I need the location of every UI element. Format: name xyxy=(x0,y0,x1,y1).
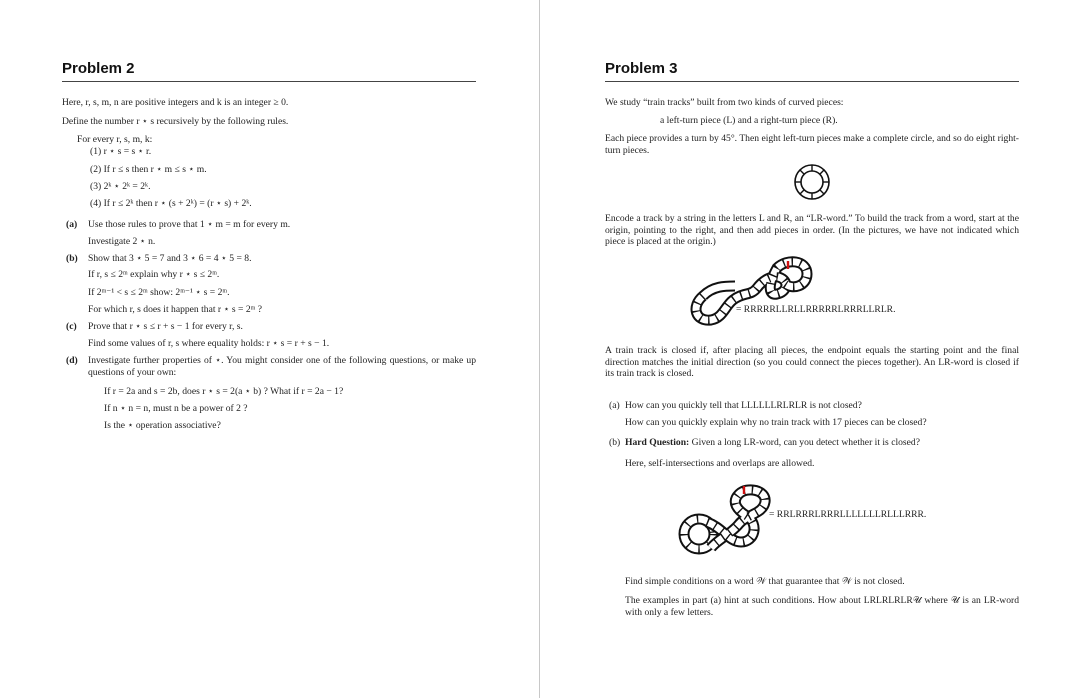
part-c-label: (c) xyxy=(66,321,77,332)
page-gutter xyxy=(539,0,540,698)
part-b-line xyxy=(625,437,920,449)
rule-4: (4) If r ≤ 2ᵏ then r ⋆ (s + 2ᵏ) = (r ⋆ s) + 2ᵏ. xyxy=(90,198,252,209)
intro-text: Here, r, s, m, n are positive integers and k is an integer ≥ 0. xyxy=(62,97,289,108)
part-c-text: Prove that r ⋆ s ≤ r + s − 1 for every r, s. xyxy=(88,321,243,332)
intro-text: We study “train tracks” built from two kinds of curved pieces: xyxy=(605,97,844,108)
problem-3-title: Problem 3 xyxy=(605,60,678,77)
rule-3: (3) 2ᵏ ⋆ 2ᵏ = 2ᵏ. xyxy=(90,181,151,192)
part-b-label: (b) xyxy=(66,253,78,264)
part-d-label: (d) xyxy=(66,355,78,366)
pieces-text: a left-turn piece (L) and a right-turn piece (R). xyxy=(660,115,838,126)
part-a-text: How can you quickly tell that LLLLLLRLRLR is not closed? xyxy=(625,400,862,411)
conditions-text: Find simple conditions on a word 𝒲 that guarantee that 𝒲 is not closed. xyxy=(625,576,905,587)
turn-text: Each piece provides a turn by 45°. Then eight left-turn pieces make a complete circle, and so do eight right-turn pieces. xyxy=(605,133,1019,156)
circle-track-figure xyxy=(792,162,832,202)
part-c-sub-1: Find some values of r, s where equality holds: r ⋆ s = r + s − 1. xyxy=(88,338,330,349)
problem-2-title: Problem 2 xyxy=(62,60,135,77)
title-rule xyxy=(605,81,1019,82)
closed-definition-text: A train track is closed if, after placing all pieces, the endpoint equals the starting point and the final direction matches the initial direction (so you could connect the pieces together). An LR-word is closed if its train track is closed. xyxy=(605,345,1019,379)
part-a-text: Use those rules to prove that 1 ⋆ m = m for every m. xyxy=(88,219,291,230)
encode-text: Encode a track by a string in the letters L and R, an “LR-word.” To build the track from a word, start at the origin, pointing to the right, and then add pieces in order. (In the pictures, we have not indicated which piece is placed at the origin.) xyxy=(605,213,1019,247)
part-a-sub-1: How can you quickly explain why no train track with 17 pieces can be closed? xyxy=(625,417,927,428)
part-a-label: (a) xyxy=(66,219,78,230)
title-rule xyxy=(62,81,476,82)
part-b-sub-3: For which r, s does it happen that r ⋆ s = 2ᵐ ? xyxy=(88,304,262,315)
rule-1: (1) r ⋆ s = s ⋆ r. xyxy=(90,146,152,157)
example-2-word: = RRLRRRLRRRLLLLLLLRLLLRRR. xyxy=(769,509,927,520)
part-d-sub-2: If n ⋆ n = n, must n be a power of 2 ? xyxy=(104,403,248,414)
part-d-text: Investigate further properties of ⋆. You might consider one of the following questions, or make up questions of your own: xyxy=(88,355,476,378)
part-a-sub-1: Investigate 2 ⋆ n. xyxy=(88,236,156,247)
define-text: Define the number r ⋆ s recursively by the following rules. xyxy=(62,116,289,127)
for-every-text: For every r, s, m, k: xyxy=(77,134,153,145)
part-b-sub-1: Here, self-intersections and overlaps are allowed. xyxy=(625,458,815,469)
part-d-sub-3: Is the ⋆ operation associative? xyxy=(104,420,221,431)
part-b-text: Given a long LR-word, can you detect whether it is closed? xyxy=(691,437,920,448)
part-d-sub-1: If r = 2a and s = 2b, does r ⋆ s = 2(a ⋆ b) ? What if r = 2a − 1? xyxy=(104,386,344,397)
part-b-text: Show that 3 ⋆ 5 = 7 and 3 ⋆ 6 = 4 ⋆ 5 = 8. xyxy=(88,253,252,264)
examples-hint-text: The examples in part (a) hint at such conditions. How about LRLRLRLR𝒰 where 𝒰 is an LR-word with only a few letters. xyxy=(625,595,1019,618)
hard-question-label: Hard Question: xyxy=(625,437,690,448)
part-b-sub-2: If 2ᵐ⁻¹ < s ≤ 2ᵐ show: 2ᵐ⁻¹ ⋆ s = 2ᵐ. xyxy=(88,287,230,298)
example-track-2-figure xyxy=(677,484,777,554)
example-1-word: = RRRRRLLRLLRRRRRLRRRLLRLR. xyxy=(736,304,896,315)
part-b-label: (b) xyxy=(609,437,621,448)
part-a-label: (a) xyxy=(609,400,620,411)
part-b-sub-1: If r, s ≤ 2ᵐ explain why r ⋆ s ≤ 2ᵐ. xyxy=(88,269,220,280)
rule-2: (2) If r ≤ s then r ⋆ m ≤ s ⋆ m. xyxy=(90,164,207,175)
